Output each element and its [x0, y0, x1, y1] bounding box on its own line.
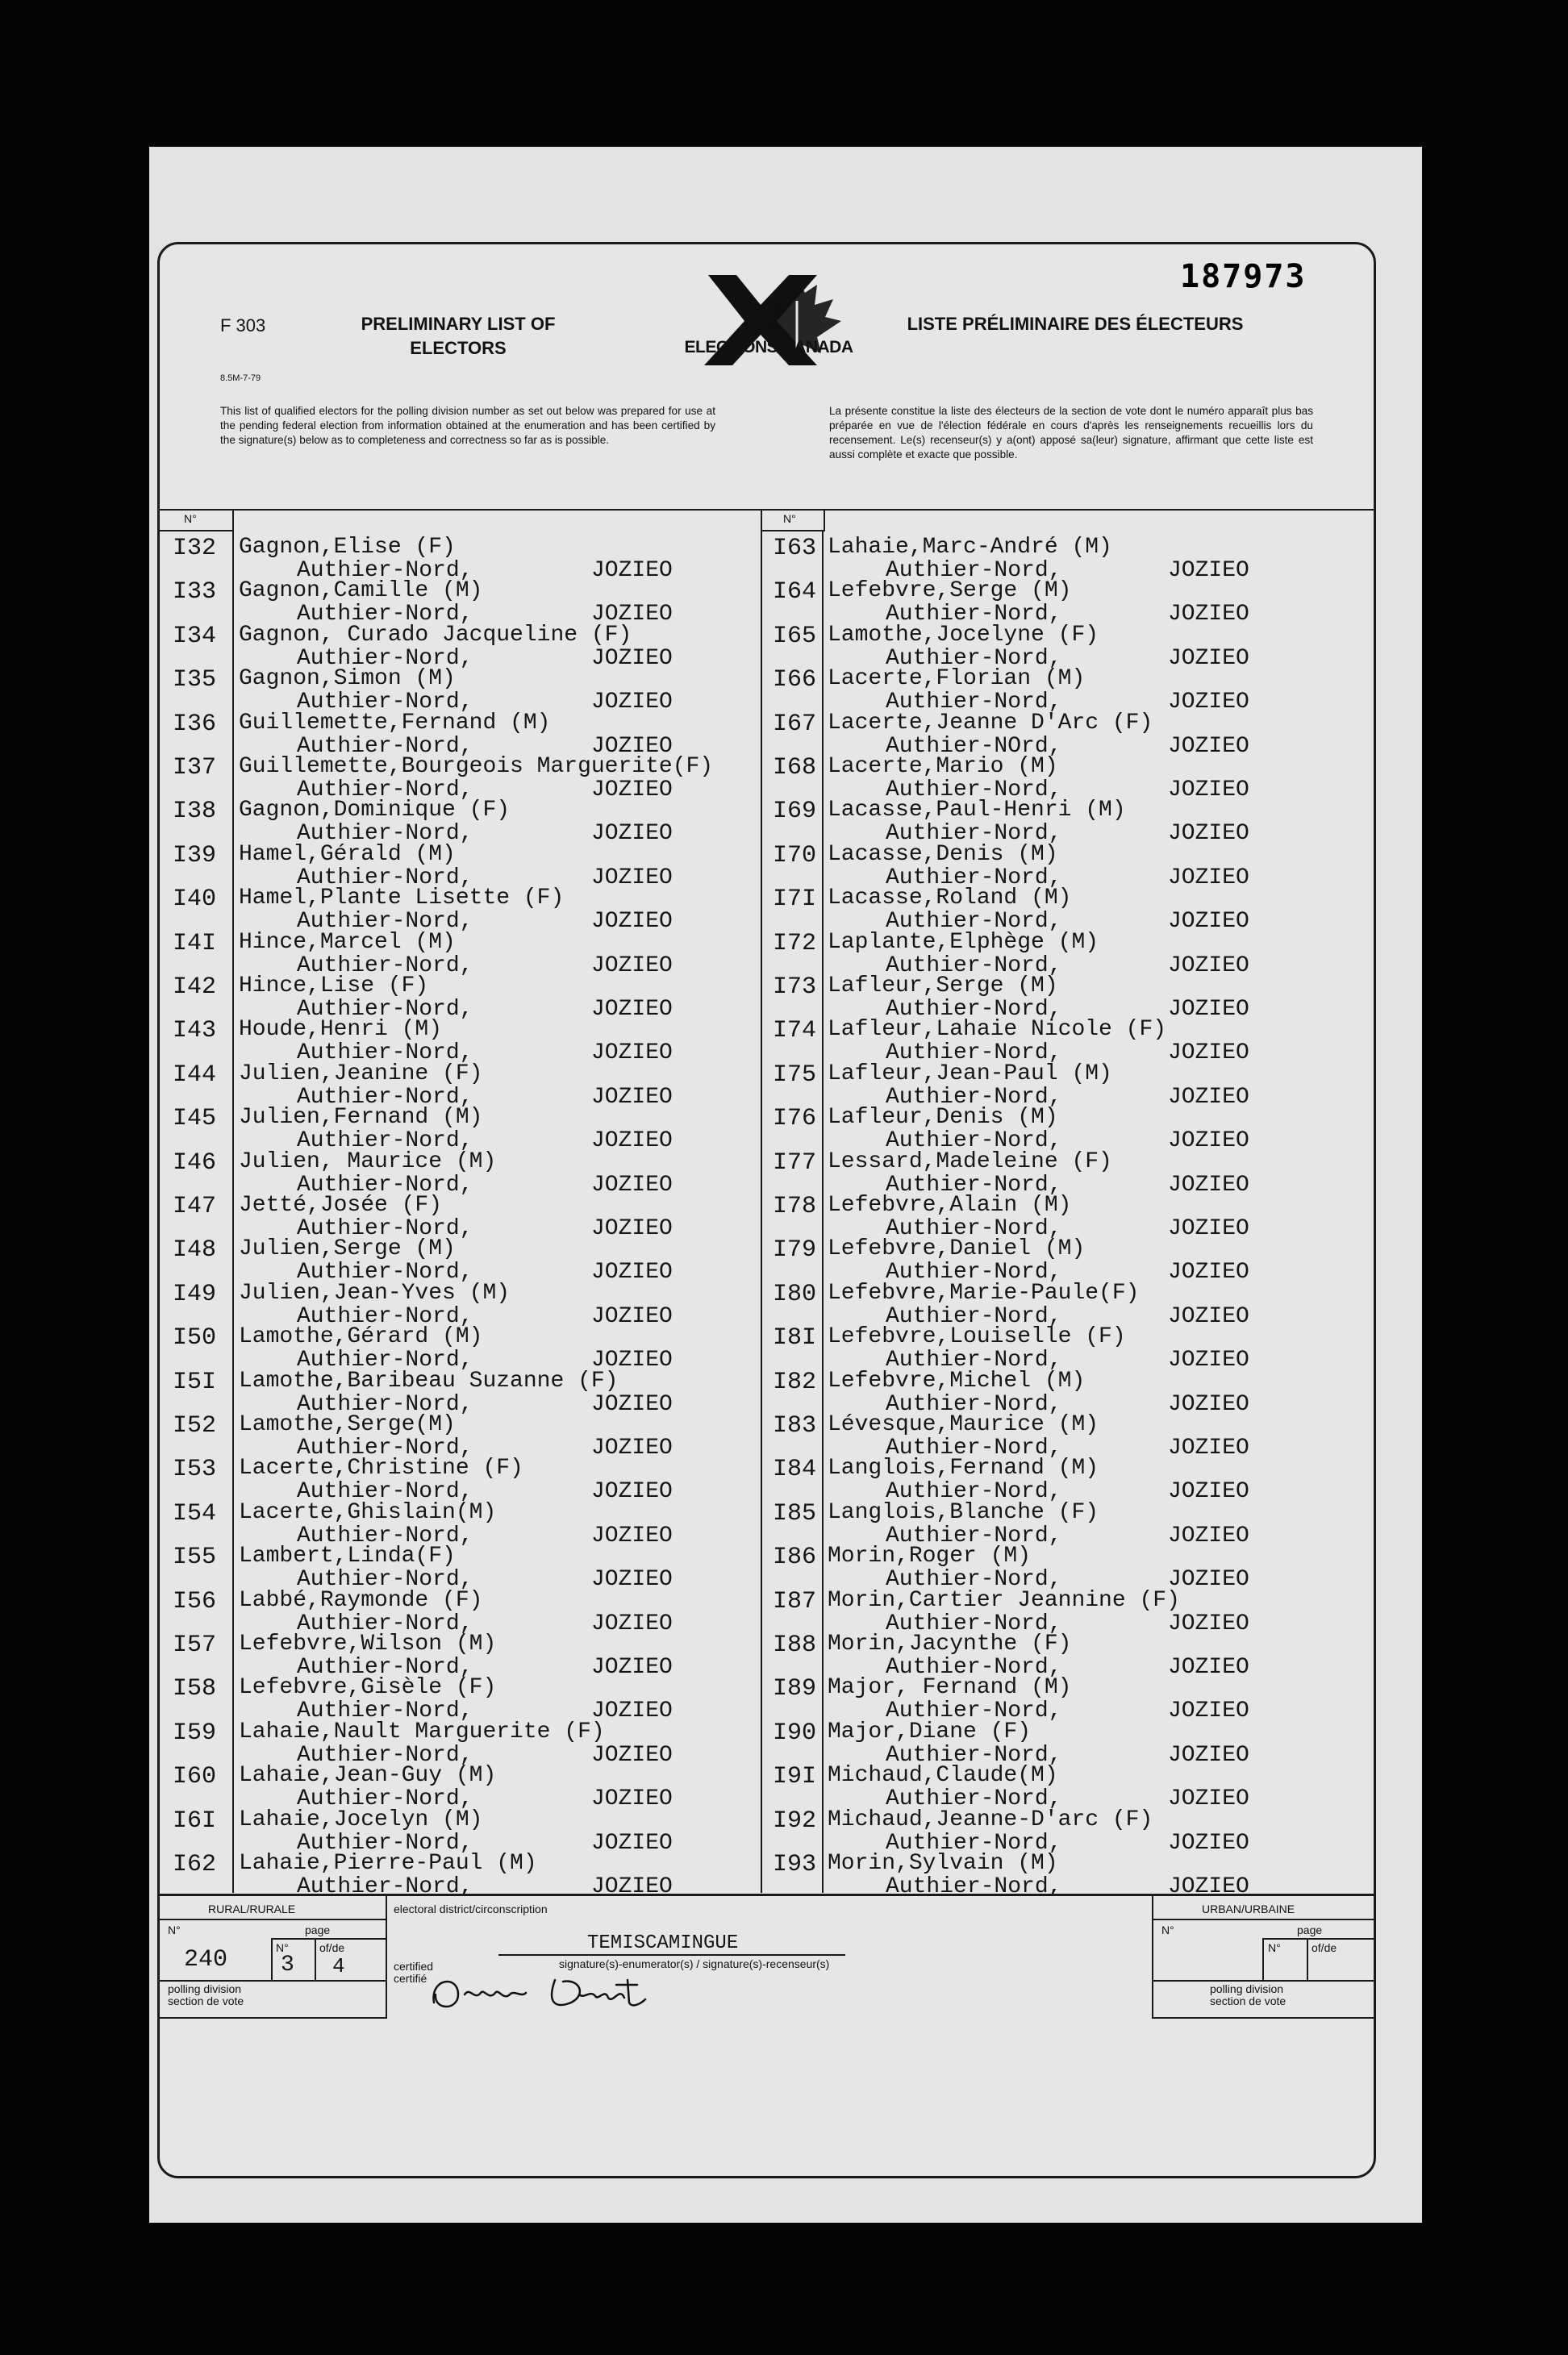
elector-address: Authier-Nord,	[297, 777, 473, 802]
postal-code: JOZIEO	[1168, 1830, 1249, 1856]
elector-address: Authier-Nord,	[886, 1786, 1062, 1812]
postal-code: JOZIEO	[591, 1260, 673, 1286]
elector-number: I60	[173, 1763, 217, 1791]
elector-number: I64	[773, 578, 817, 606]
form-footer	[160, 1894, 1374, 2017]
elector-number: I59	[173, 1719, 217, 1747]
elector-address: Authier-Nord,	[297, 1172, 473, 1198]
elector-name: Lafleur,Denis (M)	[828, 1105, 1058, 1131]
elector-number: I65	[773, 622, 817, 650]
elector-address: Authier-Nord,	[297, 1742, 473, 1768]
postal-code: JOZIEO	[1168, 645, 1249, 671]
elector-address: Authier-Nord,	[297, 997, 473, 1022]
elector-number: I86	[773, 1544, 817, 1572]
postal-code: JOZIEO	[591, 1786, 673, 1812]
urban-label: URBAN/URBAINE	[1202, 1903, 1295, 1915]
elector-name: Gagnon,Elise (F)	[239, 535, 456, 560]
rural-label: RURAL/RURALE	[208, 1903, 296, 1915]
title-french: LISTE PRÉLIMINAIRE DES ÉLECTEURS	[907, 314, 1244, 334]
elector-address: Authier-Nord,	[886, 1523, 1062, 1548]
postal-code: JOZIEO	[1168, 1523, 1249, 1548]
electors-list-form	[157, 242, 1376, 2178]
elector-number: I39	[173, 841, 217, 869]
postal-code: JOZIEO	[591, 1611, 673, 1636]
elector-number: I46	[173, 1148, 217, 1177]
elector-name: Lévesque,Maurice (M)	[828, 1412, 1099, 1437]
elector-number: I6I	[173, 1807, 217, 1835]
postal-code: JOZIEO	[1168, 1699, 1249, 1724]
elector-number: I40	[173, 886, 217, 914]
page-of-number: 4	[332, 1954, 345, 1978]
elector-name: Langlois,Blanche (F)	[828, 1499, 1099, 1525]
postal-code: JOZIEO	[591, 1348, 673, 1373]
elector-number: I48	[173, 1236, 217, 1265]
postal-code: JOZIEO	[591, 997, 673, 1022]
elector-name: Lafleur,Serge (M)	[828, 973, 1058, 998]
postal-code: JOZIEO	[591, 1567, 673, 1593]
elector-number: I69	[773, 798, 817, 826]
form-revision: 8.5M-7-79	[220, 373, 261, 383]
elector-name: Hince,Lise (F)	[239, 973, 429, 998]
elector-name: Michaud,Claude(M)	[828, 1763, 1058, 1789]
elector-number: I92	[773, 1807, 817, 1835]
elector-name: Gagnon,Dominique (F)	[239, 798, 511, 823]
postal-code: JOZIEO	[591, 1040, 673, 1066]
elector-name: Julien,Jeanine (F)	[239, 1061, 483, 1086]
postal-code: JOZIEO	[1168, 777, 1249, 802]
elector-name: Guillemette,Fernand (M)	[239, 710, 551, 736]
elector-name: Lacerte,Ghislain(M)	[239, 1499, 497, 1525]
elector-number: I83	[773, 1412, 817, 1440]
elector-number: I78	[773, 1193, 817, 1220]
elector-address: Authier-Nord,	[297, 690, 473, 715]
elector-address: Authier-Nord,	[886, 1830, 1062, 1856]
elector-address: Authier-Nord,	[886, 777, 1062, 802]
postal-code: JOZIEO	[1168, 1084, 1249, 1110]
elector-name: Hamel,Plante Lisette (F)	[239, 886, 565, 911]
elector-name: Lamothe,Baribeau Suzanne (F)	[239, 1368, 619, 1394]
postal-code: JOZIEO	[591, 777, 673, 802]
elector-address: Authier-Nord,	[886, 821, 1062, 847]
elector-name: Lacerte,Christine (F)	[239, 1456, 523, 1482]
elector-name: Lefebvre,Louiselle (F)	[828, 1324, 1126, 1350]
elector-number: I33	[173, 578, 217, 606]
elector-number: I79	[773, 1236, 817, 1265]
number-label: N°	[1268, 1941, 1281, 1954]
elector-address: Authier-Nord,	[886, 1260, 1062, 1286]
postal-code: JOZIEO	[591, 821, 673, 847]
elector-number: I72	[773, 929, 817, 957]
elector-address: Authier-Nord,	[297, 1830, 473, 1856]
elector-number: I63	[773, 535, 817, 562]
postal-code: JOZIEO	[591, 1084, 673, 1110]
postal-code: JOZIEO	[591, 865, 673, 890]
postal-code: JOZIEO	[591, 909, 673, 935]
postal-code: JOZIEO	[1168, 733, 1249, 759]
elector-address: Authier-Nord,	[886, 1084, 1062, 1110]
of-label: of/de	[319, 1941, 345, 1954]
elector-number: I77	[773, 1148, 817, 1177]
elector-number: I66	[773, 666, 817, 694]
district-value: TEMISCAMINGUE	[587, 1932, 739, 1954]
elector-number: I36	[173, 710, 217, 738]
elector-address: Authier-Nord,	[297, 1391, 473, 1417]
elector-address: Authier-Nord,	[886, 1611, 1062, 1636]
elector-name: Lahaie,Marc-André (M)	[828, 535, 1112, 560]
elector-address: Authier-Nord,	[886, 1128, 1062, 1154]
elector-number: I88	[773, 1632, 817, 1659]
elector-name: Lefebvre,Alain (M)	[828, 1193, 1072, 1218]
intro-french: La présente constitue la liste des électeurs de la section de vote dont le numéro apparaît plus bas préparée en vue de l'élection fédérale en cours d'après les renseignements recueillis lors du recensement. Le(s) recenseur(s) y a(ont) apposé sa(leur) signature, affirmant que cette liste est aussi complète et exacte que possible.	[829, 405, 1313, 461]
elector-address: Authier-Nord,	[886, 1348, 1062, 1373]
postal-code: JOZIEO	[591, 558, 673, 583]
elector-address: Authier-Nord,	[297, 1699, 473, 1724]
elector-address: Authier-Nord,	[297, 1260, 473, 1286]
elector-address: Authier-Nord,	[886, 1479, 1062, 1505]
elector-number: I75	[773, 1061, 817, 1089]
elector-address: Authier-Nord,	[886, 690, 1062, 715]
elector-number: I87	[773, 1587, 817, 1615]
elector-address: Authier-Nord,	[297, 645, 473, 671]
elector-name: Lafleur,Lahaie Nicole (F)	[828, 1017, 1167, 1043]
rural-section	[158, 1894, 387, 2019]
elector-name: Morin,Roger (M)	[828, 1544, 1032, 1569]
elector-address: Authier-Nord,	[297, 1084, 473, 1110]
column-rule	[761, 530, 762, 1893]
certified-label: certified certifié	[394, 1960, 434, 1985]
elector-name: Lambert,Linda(F)	[239, 1544, 456, 1569]
postal-code: JOZIEO	[591, 1523, 673, 1548]
elector-address: Authier-Nord,	[297, 1567, 473, 1593]
elector-address: Authier-Nord,	[297, 1303, 473, 1329]
elector-number: I44	[173, 1061, 217, 1089]
postal-code: JOZIEO	[1168, 1216, 1249, 1241]
postal-code: JOZIEO	[1168, 1874, 1249, 1899]
elector-number: I93	[773, 1851, 817, 1878]
postal-code: JOZIEO	[591, 1391, 673, 1417]
elector-name: Lacerte,Jeanne D'Arc (F)	[828, 710, 1153, 736]
elector-number: I80	[773, 1280, 817, 1308]
elector-address: Authier-Nord,	[886, 1040, 1062, 1066]
elector-address: Authier-Nord,	[886, 1874, 1062, 1899]
postal-code: JOZIEO	[591, 690, 673, 715]
elector-name: Julien,Jean-Yves (M)	[239, 1280, 511, 1306]
signature-label: signature(s)-enumerator(s) / signature(s)-recenseur(s)	[559, 1957, 830, 1970]
elector-number: I62	[173, 1851, 217, 1878]
postal-code: JOZIEO	[1168, 1172, 1249, 1198]
number-label: N°	[1161, 1924, 1174, 1936]
elector-name: Lamothe,Serge(M)	[239, 1412, 456, 1437]
elector-number: I32	[173, 535, 217, 562]
elector-name: Michaud,Jeanne-D'arc (F)	[828, 1807, 1153, 1832]
postal-code: JOZIEO	[591, 1874, 673, 1899]
elector-number: I7I	[773, 886, 817, 914]
elector-name: Gagnon, Curado Jacqueline (F)	[239, 622, 632, 648]
elector-name: Morin,Sylvain (M)	[828, 1851, 1058, 1876]
number-label: N°	[783, 512, 796, 525]
elector-address: Authier-Nord,	[297, 1040, 473, 1066]
postal-code: JOZIEO	[591, 1128, 673, 1154]
serial-number: 187973	[1180, 258, 1307, 295]
elector-name: Lahaie,Jocelyn (M)	[239, 1807, 483, 1832]
polling-division-label: polling division section de vote	[168, 1982, 244, 2007]
number-label: N°	[276, 1941, 289, 1954]
elector-address: Authier-Nord,	[297, 865, 473, 890]
postal-code: JOZIEO	[591, 1216, 673, 1241]
elector-number: I55	[173, 1544, 217, 1572]
elector-address: Authier-Nord,	[297, 1786, 473, 1812]
postal-code: JOZIEO	[1168, 909, 1249, 935]
elector-address: Authier-Nord,	[886, 602, 1062, 627]
postal-code: JOZIEO	[1168, 1786, 1249, 1812]
elector-name: Lefebvre,Gisèle (F)	[239, 1675, 497, 1701]
elector-name: Lacerte,Mario (M)	[828, 754, 1058, 779]
elections-canada-logo	[676, 269, 861, 381]
elector-address: Authier-Nord,	[886, 1742, 1062, 1768]
elector-number: I90	[773, 1719, 817, 1747]
postal-code: JOZIEO	[591, 1830, 673, 1856]
elector-address: Authier-Nord,	[297, 821, 473, 847]
postal-code: JOZIEO	[591, 1699, 673, 1724]
elector-name: Lacerte,Florian (M)	[828, 666, 1086, 692]
postal-code: JOZIEO	[591, 1742, 673, 1768]
of-label: of/de	[1312, 1941, 1337, 1954]
elector-address: Authier-Nord,	[297, 1216, 473, 1241]
elector-address: Authier-Nord,	[886, 1391, 1062, 1417]
postal-code: JOZIEO	[1168, 1391, 1249, 1417]
number-label: N°	[168, 1924, 181, 1936]
enumerator-signature	[426, 1970, 668, 2017]
elector-number: I35	[173, 666, 217, 694]
postal-code: JOZIEO	[591, 952, 673, 978]
elector-address: Authier-Nord,	[297, 1611, 473, 1636]
column-rule	[232, 530, 234, 1893]
elector-address: Authier-Nord,	[886, 952, 1062, 978]
elector-address: Authier-Nord,	[886, 1172, 1062, 1198]
elector-name: Major,Diane (F)	[828, 1719, 1032, 1744]
postal-code: JOZIEO	[1168, 1040, 1249, 1066]
elector-name: Jetté,Josée (F)	[239, 1193, 443, 1218]
elector-number: I49	[173, 1280, 217, 1308]
elector-name: Lacasse,Denis (M)	[828, 841, 1058, 867]
elector-name: Hamel,Gérald (M)	[239, 841, 456, 867]
elector-address: Authier-Nord,	[886, 997, 1062, 1022]
elector-name: Lamothe,Jocelyne (F)	[828, 622, 1099, 648]
postal-code: JOZIEO	[1168, 997, 1249, 1022]
elector-address: Authier-Nord,	[297, 1479, 473, 1505]
postal-code: JOZIEO	[1168, 1479, 1249, 1505]
elector-address: Authier-Nord,	[886, 645, 1062, 671]
urban-section	[1152, 1894, 1376, 2019]
elector-name: Langlois,Fernand (M)	[828, 1456, 1099, 1482]
elector-number: I4I	[173, 929, 217, 957]
elector-address: Authier-Nord,	[886, 1303, 1062, 1329]
elector-address: Authier-Nord,	[886, 1655, 1062, 1680]
elector-address: Authier-Nord,	[886, 1699, 1062, 1724]
elector-number: I68	[773, 754, 817, 782]
polling-number: 240	[184, 1946, 228, 1974]
postal-code: JOZIEO	[1168, 952, 1249, 978]
postal-code: JOZIEO	[591, 1479, 673, 1505]
elector-number: I85	[773, 1499, 817, 1528]
elector-name: Julien,Serge (M)	[239, 1236, 456, 1262]
elector-number: I70	[773, 841, 817, 869]
number-header-left	[160, 509, 234, 531]
elector-name: Lamothe,Gérard (M)	[239, 1324, 483, 1350]
elector-address: Authier-Nord,	[297, 909, 473, 935]
elector-name: Gagnon,Camille (M)	[239, 578, 483, 604]
elector-name: Laplante,Elphège (M)	[828, 929, 1099, 955]
elector-name: Guillemette,Bourgeois Marguerite(F)	[239, 754, 714, 779]
elector-number: I67	[773, 710, 817, 738]
number-label: N°	[184, 512, 197, 525]
elector-address: Authier-Nord,	[886, 1216, 1062, 1241]
elector-number: I82	[773, 1368, 817, 1396]
elector-name: Julien,Fernand (M)	[239, 1105, 483, 1131]
postal-code: JOZIEO	[1168, 821, 1249, 847]
elector-name: Lacasse,Paul-Henri (M)	[828, 798, 1126, 823]
elector-name: Houde,Henri (M)	[239, 1017, 443, 1043]
elector-address: Authier-Nord,	[297, 602, 473, 627]
logo-text: ELECTIONS CANADA	[684, 338, 853, 356]
elector-name: Lefebvre,Michel (M)	[828, 1368, 1086, 1394]
postal-code: JOZIEO	[1168, 1260, 1249, 1286]
elector-address: Authier-Nord,	[886, 909, 1062, 935]
elector-name: Lahaie,Pierre-Paul (M)	[239, 1851, 537, 1876]
elector-address: Authier-Nord,	[886, 1436, 1062, 1461]
elector-number: I84	[773, 1456, 817, 1484]
elector-number: I52	[173, 1412, 217, 1440]
column-rule	[822, 530, 824, 1893]
elector-name: Labbé,Raymonde (F)	[239, 1587, 483, 1613]
elector-number: I53	[173, 1456, 217, 1484]
elector-address: Authier-Nord,	[297, 558, 473, 583]
postal-code: JOZIEO	[1168, 1303, 1249, 1329]
elector-number: I56	[173, 1587, 217, 1615]
elector-address: Authier-Nord,	[297, 1348, 473, 1373]
number-header-right	[761, 509, 825, 531]
form-code: F 303	[220, 315, 266, 336]
elector-name: Lefebvre,Daniel (M)	[828, 1236, 1086, 1262]
postal-code: JOZIEO	[1168, 558, 1249, 583]
postal-code: JOZIEO	[591, 1172, 673, 1198]
elector-number: I50	[173, 1324, 217, 1353]
elector-name: Lessard,Madeleine (F)	[828, 1148, 1112, 1174]
elector-number: I34	[173, 622, 217, 650]
elector-number: I74	[773, 1017, 817, 1045]
page-number: 3	[281, 1953, 294, 1978]
elector-name: Major, Fernand (M)	[828, 1675, 1072, 1701]
elector-name: Morin,Jacynthe (F)	[828, 1632, 1072, 1657]
elector-name: Lefebvre,Serge (M)	[828, 578, 1072, 604]
postal-code: JOZIEO	[591, 1303, 673, 1329]
elector-number: I45	[173, 1105, 217, 1133]
postal-code: JOZIEO	[591, 602, 673, 627]
elector-address: Authier-Nord,	[297, 733, 473, 759]
elector-address: Authier-Nord,	[297, 1436, 473, 1461]
elector-name: Lahaie,Jean-Guy (M)	[239, 1763, 497, 1789]
elector-name: Lefebvre,Wilson (M)	[239, 1632, 497, 1657]
elector-number: I42	[173, 973, 217, 1001]
postal-code: JOZIEO	[1168, 1655, 1249, 1680]
postal-code: JOZIEO	[1168, 865, 1249, 890]
elector-number: I73	[773, 973, 817, 1001]
elector-name: Lacasse,Roland (M)	[828, 886, 1072, 911]
page-label: page	[305, 1924, 331, 1936]
elector-number: I9I	[773, 1763, 817, 1791]
elector-address: Authier-Nord,	[297, 1874, 473, 1899]
elector-name: Hince,Marcel (M)	[239, 929, 456, 955]
postal-code: JOZIEO	[1168, 1348, 1249, 1373]
title-english: PRELIMINARY LIST OF ELECTORS	[361, 314, 556, 358]
elector-address: Authier-Nord,	[886, 865, 1062, 890]
elector-number: I37	[173, 754, 217, 782]
elector-name: Morin,Cartier Jeannine (F)	[828, 1587, 1180, 1613]
elector-name: Julien, Maurice (M)	[239, 1148, 497, 1174]
elector-number: I5I	[173, 1368, 217, 1396]
elector-number: I76	[773, 1105, 817, 1133]
postal-code: JOZIEO	[1168, 1128, 1249, 1154]
elector-name: Gagnon,Simon (M)	[239, 666, 456, 692]
elector-number: I43	[173, 1017, 217, 1045]
intro-english: This list of qualified electors for the polling division number as set out below was prepared for use at the pending federal election from information obtained at the enumeration and has been certified by the signature(s) below as to completeness and correctness so far as is possible.	[220, 405, 715, 446]
elector-number: I89	[773, 1675, 817, 1703]
elector-number: I47	[173, 1193, 217, 1220]
elector-name: Lahaie,Nault Marguerite (F)	[239, 1719, 605, 1744]
elector-address: Authier-Nord,	[297, 1128, 473, 1154]
elector-address: Authier-NOrd,	[886, 733, 1062, 759]
elector-address: Authier-Nord,	[297, 952, 473, 978]
elector-number: I57	[173, 1632, 217, 1659]
postal-code: JOZIEO	[591, 1436, 673, 1461]
polling-division-label: polling division section de vote	[1210, 1982, 1287, 2007]
postal-code: JOZIEO	[1168, 1611, 1249, 1636]
elector-address: Authier-Nord,	[886, 1567, 1062, 1593]
elector-number: I54	[173, 1499, 217, 1528]
postal-code: JOZIEO	[591, 645, 673, 671]
district-label: electoral district/circonscription	[394, 1903, 548, 1915]
elector-address: Authier-Nord,	[297, 1523, 473, 1548]
postal-code: JOZIEO	[1168, 602, 1249, 627]
elector-number: I38	[173, 798, 217, 826]
postal-code: JOZIEO	[1168, 1742, 1249, 1768]
elector-name: Lefebvre,Marie-Paule(F)	[828, 1280, 1140, 1306]
elector-name: Lafleur,Jean-Paul (M)	[828, 1061, 1112, 1086]
postal-code: JOZIEO	[1168, 1567, 1249, 1593]
postal-code: JOZIEO	[591, 733, 673, 759]
elector-address: Authier-Nord,	[297, 1655, 473, 1680]
elector-address: Authier-Nord,	[886, 558, 1062, 583]
postal-code: JOZIEO	[1168, 1436, 1249, 1461]
elector-number: I8I	[773, 1324, 817, 1353]
postal-code: JOZIEO	[1168, 690, 1249, 715]
elector-number: I58	[173, 1675, 217, 1703]
page-label: page	[1297, 1924, 1323, 1936]
postal-code: JOZIEO	[591, 1655, 673, 1680]
